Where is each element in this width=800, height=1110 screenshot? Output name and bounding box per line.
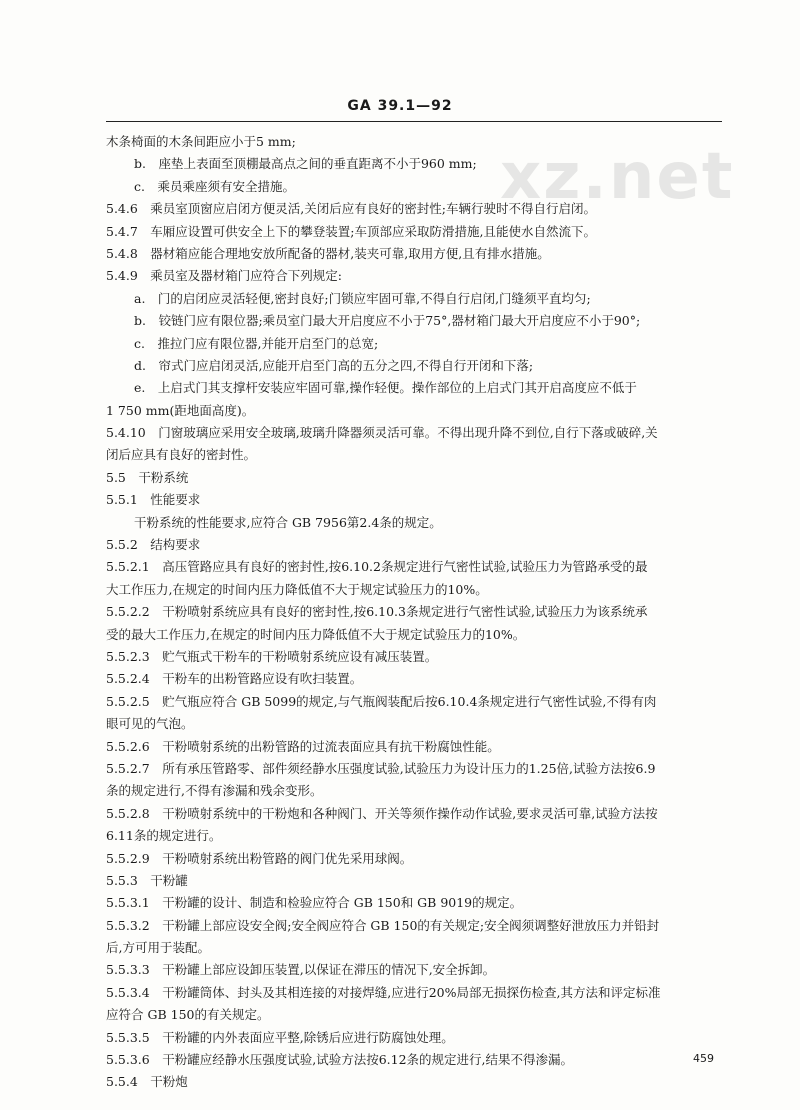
header-rule [106,121,722,122]
clause-5-5-3-6: 5.5.3.6 干粉罐应经静水压强度试验,试验方法按6.12条的规定进行,结果不得渗漏。 [106,1052,574,1068]
standard-code-header: GA 39.1—92 [347,98,453,114]
text-line: 眼可见的气泡。 [106,716,194,732]
list-item-b: b. 座垫上表面至顶棚最高点之间的垂直距离不小于960 mm; [134,156,477,172]
list-item-c: c. 推拉门应有限位器,并能开启至门的总宽; [134,335,379,351]
text-line: 应符合 GB 150的有关规定。 [106,1007,270,1023]
clause-5-5-2-3: 5.5.2.3 贮气瓶式干粉车的干粉喷射系统应设有减压装置。 [106,648,438,664]
clause-5-5-2-8: 5.5.2.8 干粉喷射系统中的干粉炮和各种阀门、开关等须作操作动作试验,要求灵活可靠,试验方法按 [106,805,658,821]
list-item-c: c. 乘员乘座须有安全措施。 [134,178,295,194]
watermark: xz.net [500,140,735,214]
page-number: 459 [693,1052,714,1065]
clause-5-5-1-heading: 5.5.1 性能要求 [106,492,201,508]
text-line: 木条椅面的木条间距应小于5 mm; [106,134,296,149]
clause-5-5-3-2: 5.5.3.2 干粉罐上部应设安全阀;安全阀应符合 GB 150的有关规定;安全阀须调整好泄放压力并铅封 [106,917,660,933]
text-line: 受的最大工作压力,在规定的时间内压力降低值不大于规定试验压力的10%。 [106,626,526,642]
clause-5-5-2-5: 5.5.2.5 贮气瓶应符合 GB 5099的规定,与气瓶阀装配后按6.10.4条规定进行气密性试验,不得有肉 [106,693,657,709]
list-item-a: a. 门的启闭应灵活轻便,密封良好;门锁应牢固可靠,不得自行启闭,门缝须平直均匀; [134,290,591,306]
clause-5-4-6: 5.4.6 乘员室顶窗应启闭方便灵活,关闭后应有良好的密封性;车辆行驶时不得自行启闭。 [106,201,596,217]
clause-5-5-3-4: 5.5.3.4 干粉罐筒体、封头及其相连接的对接焊缝,应进行20%局部无损探伤检查,其方法和评定标准 [106,984,661,1000]
text-line: 1 750 mm(距地面高度)。 [106,402,255,418]
list-item-e: e. 上启式门其支撑杆安装应牢固可靠,操作轻便。操作部位的上启式门其开启高度应不低于 [134,380,637,396]
text-line: 大工作压力,在规定的时间内压力降低值不大于规定试验压力的10%。 [106,581,488,597]
clause-5-5-2-6: 5.5.2.6 干粉喷射系统的出粉管路的过流表面应具有抗干粉腐蚀性能。 [106,738,500,754]
clause-5-5-3-5: 5.5.3.5 干粉罐的内外表面应平整,除锈后应进行防腐蚀处理。 [106,1029,454,1045]
list-item-b: b. 铰链门应有限位器;乘员室门最大开启度应不小于75°,器材箱门最大开启度应不小于90°; [134,313,641,329]
clause-5-5-2-1: 5.5.2.1 高压管路应具有良好的密封性,按6.10.2条规定进行气密性试验,试验压力为管路承受的最 [106,559,648,575]
clause-5-5-2-7: 5.5.2.7 所有承压管路零、部件须经静水压强度试验,试验压力为设计压力的1.25倍,试验方法按6.9 [106,760,656,776]
clause-5-4-9: 5.4.9 乘员室及器材箱门应符合下列规定: [106,268,343,284]
clause-5-4-7: 5.4.7 车厢应设置可供安全上下的攀登装置;车顶部应采取防滑措施,且能使水自然流下。 [106,223,596,239]
clause-5-5-4-heading: 5.5.4 干粉炮 [106,1074,188,1090]
text-line: 6.11条的规定进行。 [106,828,222,844]
list-item-d: d. 帘式门应启闭灵活,应能开启至门高的五分之四,不得自行开闭和下落; [134,357,534,373]
text-line: 闭后应具有良好的密封性。 [106,447,257,463]
clause-5-4-10: 5.4.10 门窗玻璃应采用安全玻璃,玻璃升降器须灵活可靠。不得出现升降不到位,自行下落或破碎,关 [106,425,658,441]
clause-5-5-2-2: 5.5.2.2 干粉喷射系统应具有良好的密封性,按6.10.3条规定进行气密性试验,试验压力为该系统承 [106,604,648,620]
clause-5-4-8: 5.4.8 器材箱应能合理地安放所配备的器材,装夹可靠,取用方便,且有排水措施。 [106,245,550,261]
clause-5-5-3-1: 5.5.3.1 干粉罐的设计、制造和检验应符合 GB 150和 GB 9019的规定。 [106,895,523,911]
text-line: 条的规定进行,不得有渗漏和残余变形。 [106,783,323,799]
clause-5-5-2-heading: 5.5.2 结构要求 [106,537,201,553]
clause-5-5-3-3: 5.5.3.3 干粉罐上部应设卸压装置,以保证在滞压的情况下,安全拆卸。 [106,962,496,978]
text-line: 干粉系统的性能要求,应符合 GB 7956第2.4条的规定。 [134,514,442,530]
clause-5-5-3-heading: 5.5.3 干粉罐 [106,872,188,888]
clause-5-5-2-4: 5.5.2.4 干粉车的出粉管路应设有吹扫装置。 [106,671,363,687]
document-body [106,131,722,1094]
clause-5-5-2-9: 5.5.2.9 干粉喷射系统出粉管路的阀门优先采用球阀。 [106,850,413,866]
section-5-5-heading: 5.5 干粉系统 [106,469,189,485]
text-line: 后,方可用于装配。 [106,940,210,956]
